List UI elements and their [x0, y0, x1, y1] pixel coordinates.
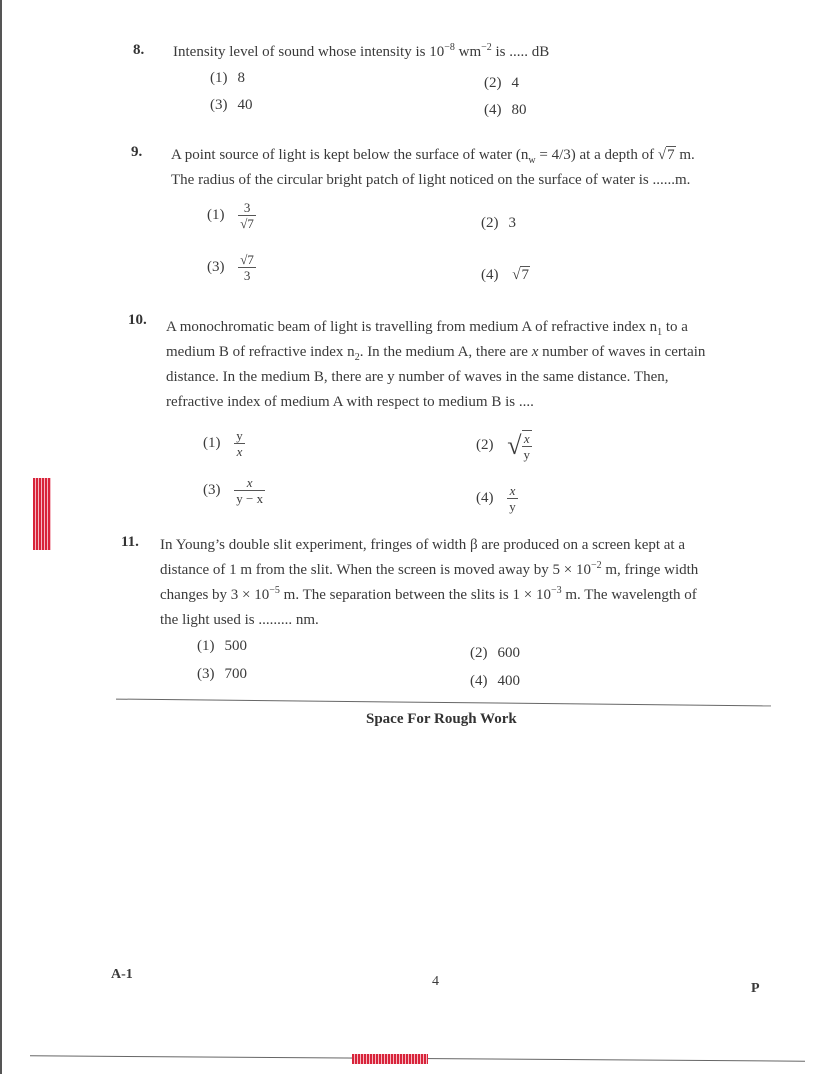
square-root-symbol: √ [507, 431, 522, 460]
scan-edge [0, 0, 2, 1074]
option-1[interactable]: (1) $\frac{y}{x}$ [203, 428, 243, 459]
fraction: $\frac{x}{y}$ [523, 431, 531, 462]
option-4[interactable]: (4) $\frac{x}{y}$ [476, 483, 516, 514]
question-text: Intensity level of sound whose intensity is $10^{-8}$ $wm^{-2}$ is ..... dB [173, 42, 550, 60]
page-number: 4 [432, 974, 439, 989]
question-text: A point source of light is kept below the surface of water $(n_w = 4/3)$ at a depth of √7 m. The radius of the circular bright patch of light noticed on the surface of water is ......m. [171, 147, 695, 188]
question-text: A monochromatic beam of light is travelling from medium A of refractive index $n_1$ to a medium B of refractive index $n_2$. In the medium A, there are x number of waves in certain distance. In the medium B, there are y number of waves in the same distance. Then, refractive index of medium A with respect to medium B is .... [166, 319, 706, 410]
question-number: 9. [131, 144, 143, 160]
registration-mark-bottom [352, 1054, 428, 1064]
option-2[interactable]: (2) √ $\frac{x}{y}$ [476, 431, 531, 462]
registration-mark-left [33, 478, 51, 550]
fraction: $\frac{x}{y - x}$ [236, 475, 264, 506]
rough-work-heading: Space For Rough Work [366, 711, 517, 727]
question-number: 11. [121, 534, 139, 550]
option-2[interactable]: (2) 4 [484, 75, 519, 91]
option-3[interactable]: (3) $\frac{√7}{3}$ [207, 252, 254, 283]
set-code: P [751, 981, 760, 996]
question-text: In Young’s double slit experiment, fringes of width β are produced on a screen kept at a distance of 1 m from the slit. When the screen is moved away by $5 \times 10^{-2}$ m, fringe width changes by $3 \times 10^{-5}$ m. The separation between the slits is $1 \times 10^{-3}$ m. The wavelength of the light used is ......... nm. [160, 537, 699, 628]
question-number: 8. [133, 42, 145, 58]
fraction: $\frac{y}{x}$ [236, 428, 243, 459]
option-3[interactable]: (3) 40 [210, 97, 253, 113]
option-1[interactable]: (1) 500 [197, 638, 247, 654]
option-4[interactable]: (4) √7 [481, 267, 529, 283]
fraction: $\frac{√7}{3}$ [240, 252, 254, 283]
option-2[interactable]: (2) 600 [470, 645, 520, 661]
option-3[interactable]: (3) $\frac{x}{y - x}$ [203, 475, 264, 506]
option-4[interactable]: (4) 400 [470, 673, 520, 689]
option-2[interactable]: (2) 3 [481, 215, 516, 231]
rough-work-divider [116, 699, 771, 707]
question-number: 10. [128, 312, 147, 328]
option-3[interactable]: (3) 700 [197, 666, 247, 682]
booklet-code: A-1 [111, 967, 133, 982]
fraction: $\frac{3}{√7}$ [240, 200, 254, 231]
fraction: $\frac{x}{y}$ [509, 483, 516, 514]
option-1[interactable]: (1) $\frac{3}{√7}$ [207, 200, 254, 231]
option-4[interactable]: (4) 80 [484, 102, 527, 118]
option-1[interactable]: (1) 8 [210, 70, 245, 86]
